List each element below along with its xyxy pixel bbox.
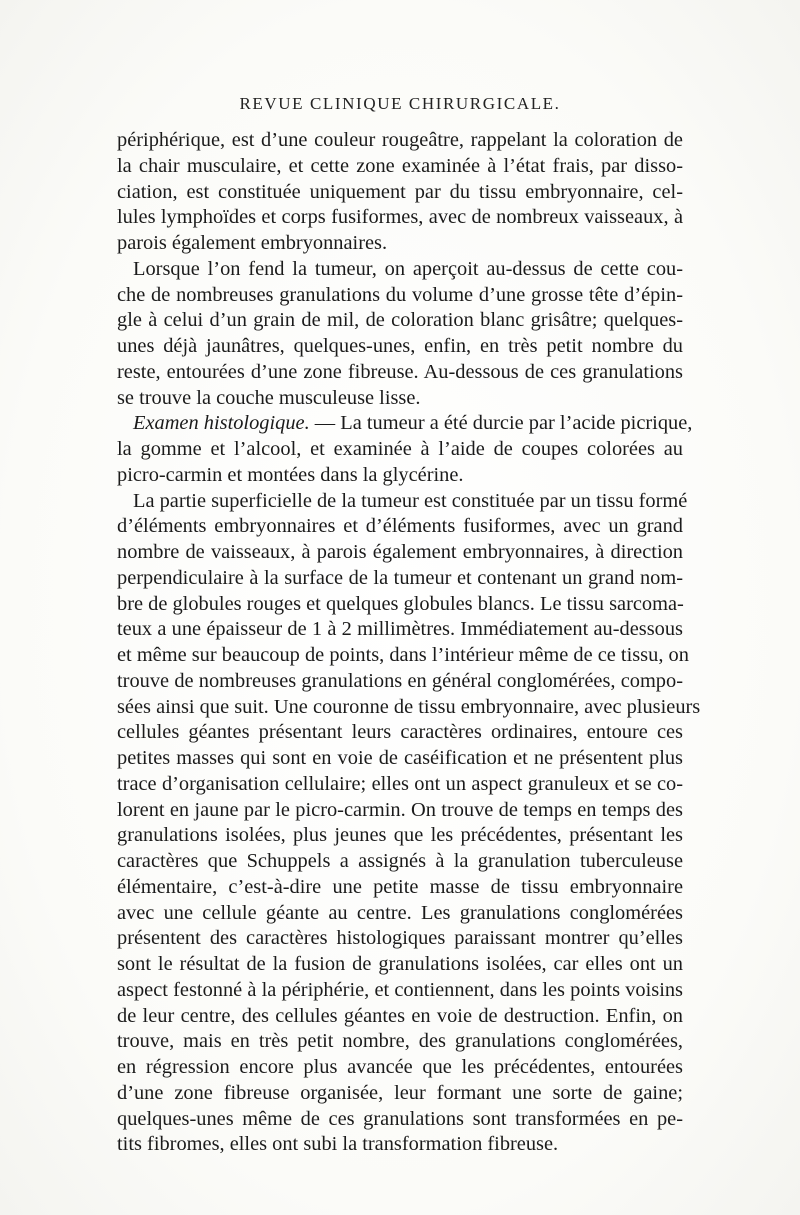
text-line: nombre de vaisseaux, à parois également embryonnaires, à direction — [117, 541, 683, 563]
text-line: granulations isolées, plus jeunes que les précédentes, présentant les — [117, 824, 683, 847]
text-line: avec une cellule géante au centre. Les granulations conglomérées — [117, 901, 683, 924]
text-line — [117, 411, 693, 437]
text-line: lules lymphoïdes et corps fusiformes, avec de nombreux vaisseaux, à — [117, 206, 683, 229]
text-line: bre de globules rouges et quelques globules blancs. Le tissu sarcoma- — [117, 592, 684, 615]
text-line: Lorsque l’on fend la tumeur, on aperçoit au-dessus de cette cou- — [133, 257, 683, 280]
text-line: la chair musculaire, et cette zone examinée à l’état frais, par disso- — [117, 154, 683, 177]
text-line: picro-carmin et montées dans la glycérine. — [117, 463, 464, 486]
text-line: teux a une épaisseur de 1 à 2 millimètres. Immédiatement au-dessous — [117, 618, 683, 641]
text-line: trouve, mais en très petit nombre, des granulations conglomérées, — [117, 1030, 683, 1053]
text-line: présentent des caractères histologiques paraissant montrer qu’elles — [117, 927, 683, 950]
text-line: sont le résultat de la fusion de granulations isolées, car elles ont un — [117, 953, 683, 975]
text-line: La partie superficielle de la tumeur est constituée par un tissu formé — [133, 489, 688, 512]
text-line: perpendiculaire à la surface de la tumeur et contenant un grand nom- — [117, 566, 683, 589]
section-heading-italic: Examen histologique. — [133, 412, 310, 435]
paragraph — [117, 489, 701, 1159]
text-line: trouve de nombreuses granulations en général conglomérées, compo- — [117, 669, 683, 692]
text-line: cellules géantes présentant leurs caractères ordinaires, entoure ces — [117, 721, 683, 744]
text-line: en régression encore plus avancée que les précédentes, entourées — [117, 1056, 683, 1078]
text-line: d’une zone fibreuse organisée, leur formant une sorte de gaine; — [117, 1081, 683, 1104]
text-line: lorent en jaune par le picro-carmin. On trouve de temps en temps des — [117, 798, 683, 821]
text-line: unes déjà jaunâtres, quelques-unes, enfin, en très petit nombre du — [117, 335, 683, 357]
text-line: caractères que Schuppels a assignés à la granulation tuberculeuse — [117, 850, 683, 872]
text-run: — La tumeur a été durcie par l’acide picrique, — [309, 412, 693, 435]
text-line: gle à celui d’un grain de mil, de coloration blanc grisâtre; quelques- — [117, 309, 683, 332]
text-line: périphérique, est d’une couleur rougeâtre, rappelant la coloration de — [117, 129, 683, 151]
text-line: aspect festonné à la périphérie, et contiennent, dans les points voisins — [117, 978, 683, 1001]
text-line: reste, entourées d’une zone fibreuse. Au-dessous de ces granulations — [117, 360, 683, 383]
text-line: se trouve la couche musculeuse lisse. — [117, 386, 421, 409]
paragraph — [117, 257, 683, 412]
text-line: quelques-unes même de ces granulations sont transformées en pe- — [117, 1107, 683, 1130]
paragraph — [117, 411, 693, 488]
text-line: de leur centre, des cellules géantes en voie de destruction. Enfin, on — [117, 1004, 683, 1027]
text-line: tits fibromes, elles ont subi la transformation fibreuse. — [117, 1133, 559, 1156]
body-text — [117, 128, 701, 1158]
text-line: élémentaire, c’est-à-dire une petite masse de tissu embryonnaire — [117, 875, 683, 898]
text-line: trace d’organisation cellulaire; elles ont un aspect granuleux et se co- — [117, 772, 683, 795]
text-line: d’éléments embryonnaires et d’éléments fusiformes, avec un grand — [117, 515, 683, 538]
text-line: et même sur beaucoup de points, dans l’intérieur même de ce tissu, on — [117, 644, 689, 666]
text-line: petites masses qui sont en voie de caséification et ne présentent plus — [117, 747, 683, 769]
text-line: che de nombreuses granulations du volume d’une grosse tête d’épin- — [117, 283, 683, 306]
text-line: ciation, est constituée uniquement par du tissu embryonnaire, cel- — [117, 180, 683, 203]
text-line: la gomme et l’alcool, et examinée à l’aide de coupes colorées au — [117, 438, 683, 460]
text-line: sées ainsi que suit. Une couronne de tissu embryonnaire, avec plusieurs — [117, 695, 701, 718]
running-head: REVUE CLINIQUE CHIRURGICALE. — [239, 94, 561, 113]
text-line: parois également embryonnaires. — [117, 232, 388, 254]
paragraph — [117, 128, 683, 257]
